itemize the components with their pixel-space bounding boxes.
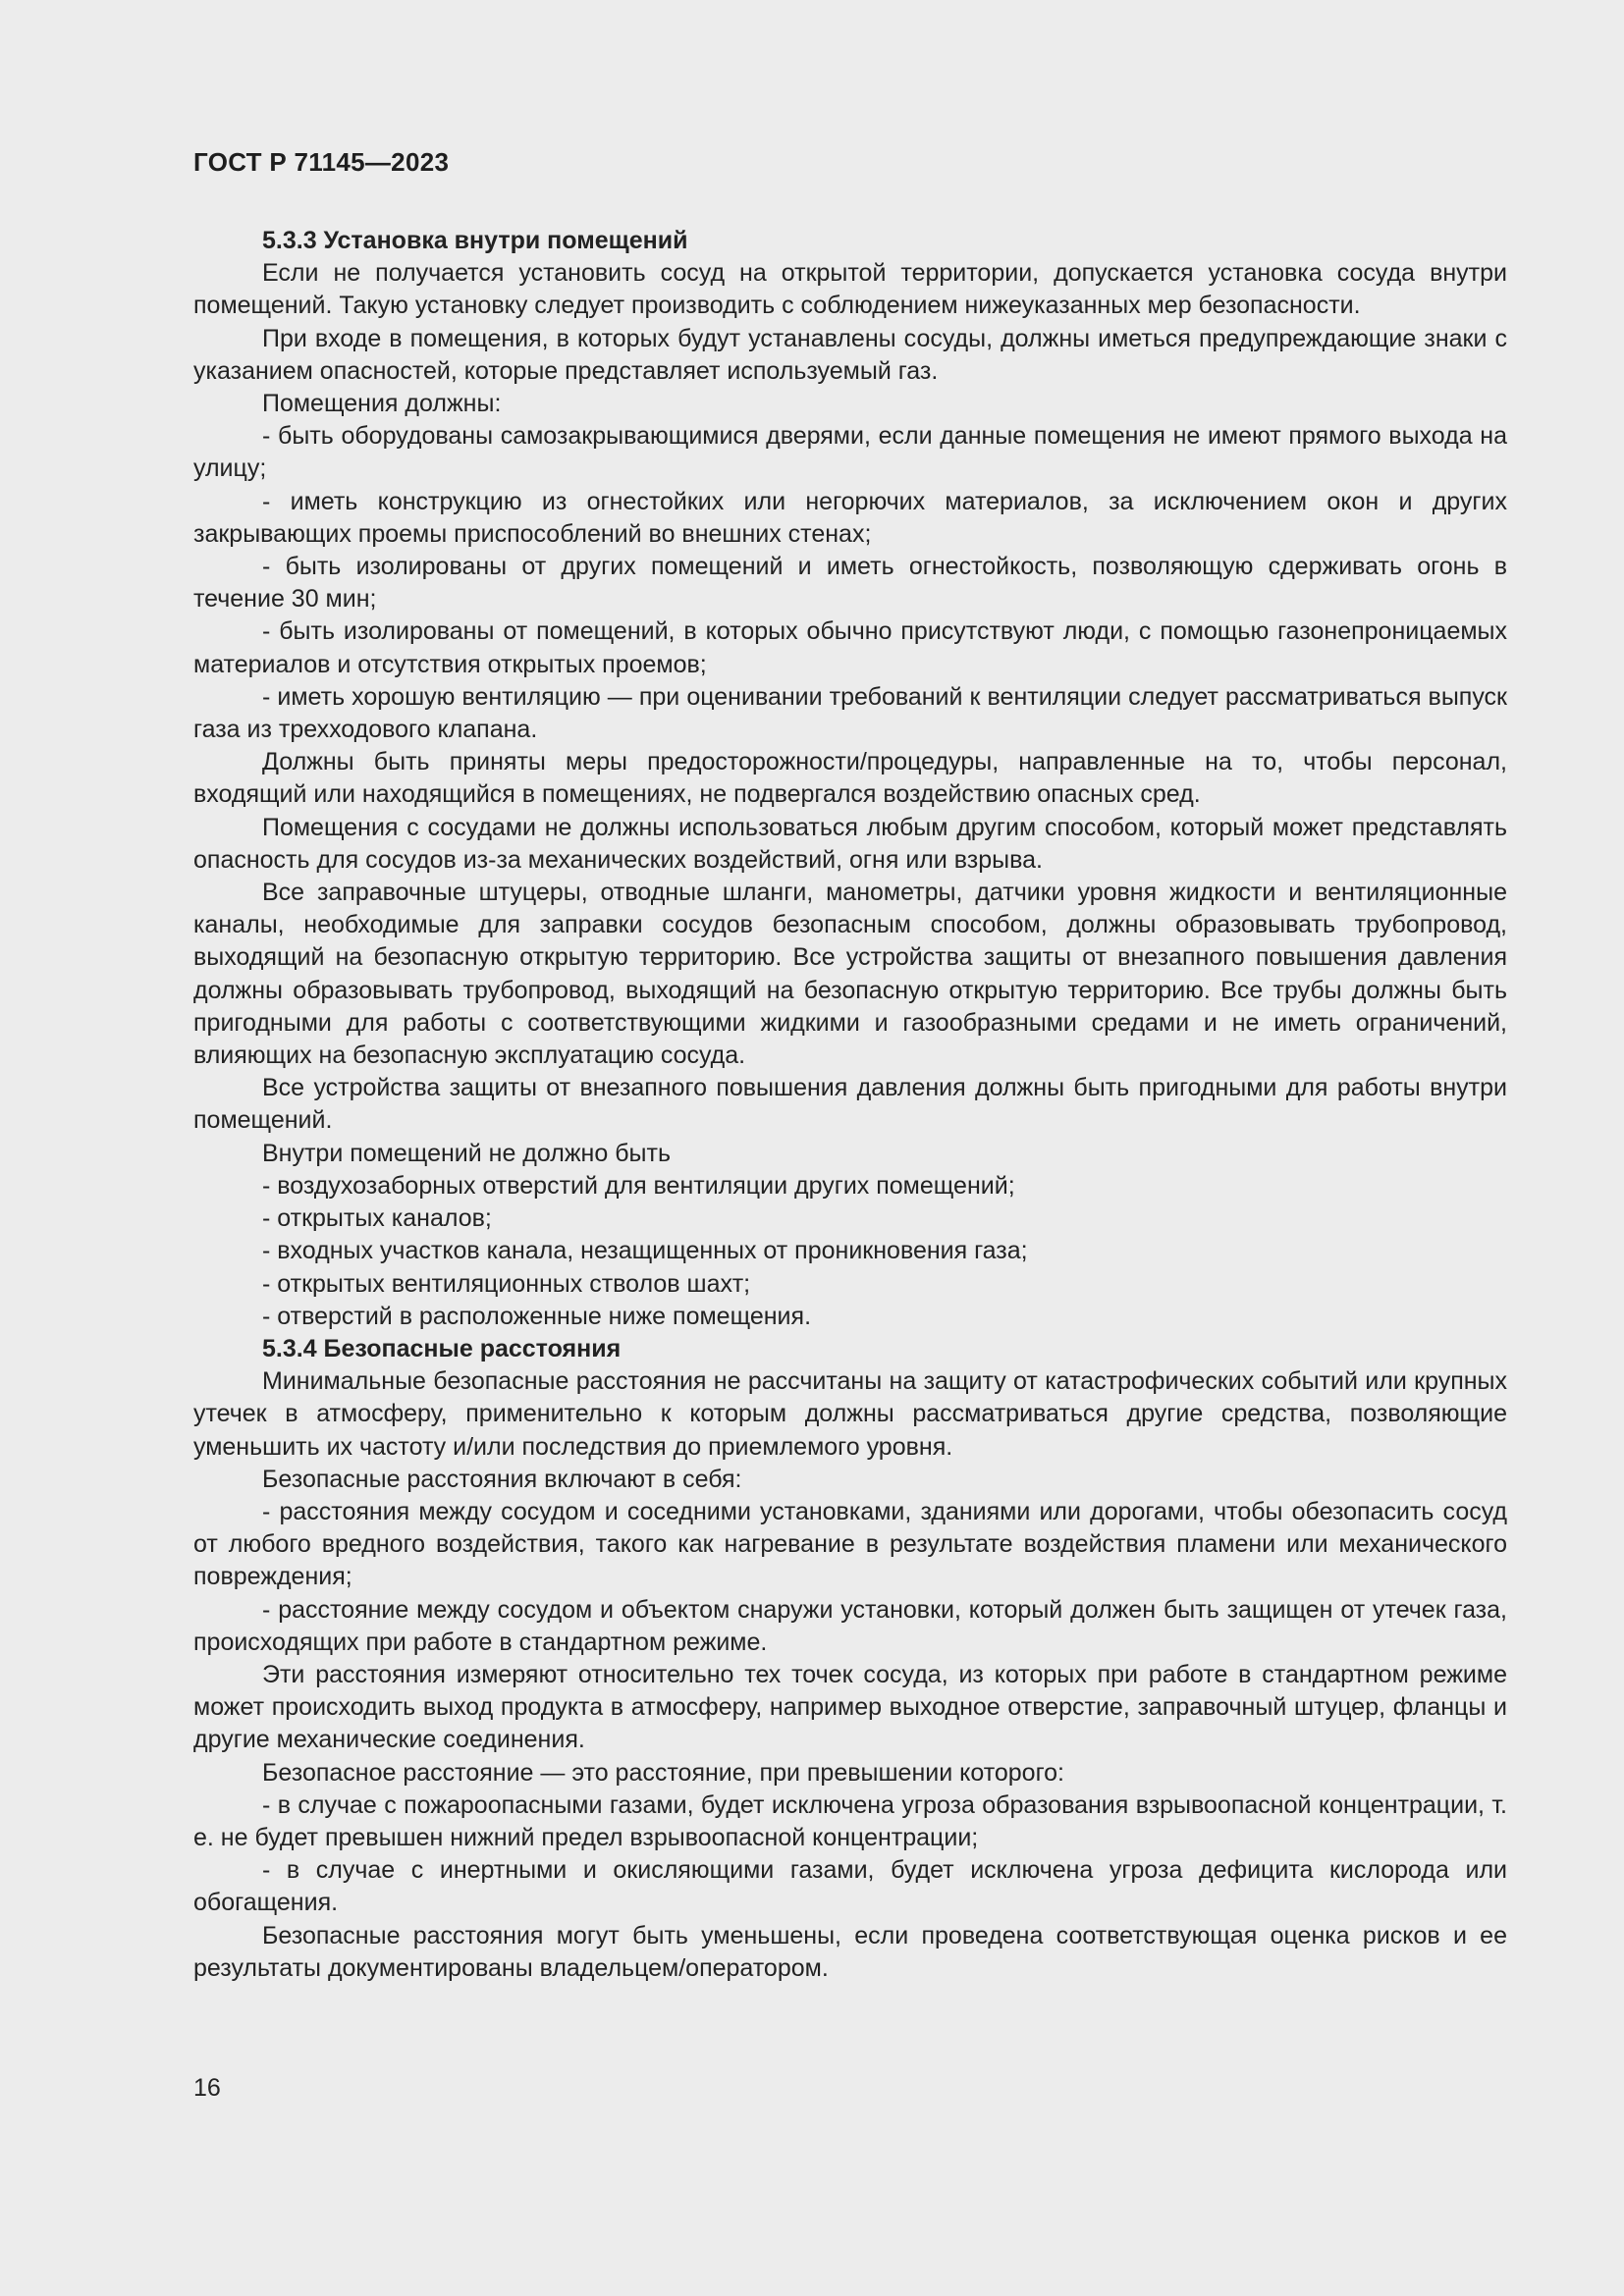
document-header: ГОСТ Р 71145—2023 bbox=[193, 147, 450, 177]
section-heading-5-3-3: 5.3.3 Установка внутри помещений bbox=[262, 227, 688, 254]
list-item: - расстояние между сосудом и объектом снаружи установки, который должен быть защищен от утечек газа, происходящих при работе в стандартном режиме. bbox=[193, 1595, 1507, 1656]
list-item: - иметь хорошую вентиляцию — при оценивании требований к вентиляции следует рассматриваться выпуск газа из трехходового клапана. bbox=[193, 682, 1507, 744]
page-number: 16 bbox=[193, 2074, 221, 2102]
section-heading-5-3-4: 5.3.4 Безопасные расстояния bbox=[262, 1334, 622, 1362]
paragraph: Минимальные безопасные расстояния не рассчитаны на защиту от катастрофических событий или крупных утечек в атмосферу, применительно к которым должны рассматриваться другие средства, позволяющие уменьшить их частоту и/или последствия до приемлемого уровня. bbox=[193, 1367, 1507, 1461]
paragraph: Все устройства защиты от внезапного повышения давления должны быть пригодными для работы внутри помещений. bbox=[193, 1074, 1507, 1135]
paragraph: Эти расстояния измеряют относительно тех точек сосуда, из которых при работе в стандартном режиме может происходить выход продукта в атмосферу, например выходное отверстие, заправочный штуцер, фланцы и другие механические соединения. bbox=[193, 1660, 1507, 1754]
list-item: - быть оборудованы самозакрывающимися дверями, если данные помещения не имеют прямого выхода на улицу; bbox=[193, 422, 1507, 483]
paragraph: Безопасные расстояния могут быть уменьшены, если проведена соответствующая оценка рисков и ее результаты документированы владельцем/оператором. bbox=[193, 1921, 1507, 1982]
list-item: - открытых вентиляционных стволов шахт; bbox=[262, 1269, 751, 1298]
list-item: - быть изолированы от помещений, в которых обычно присутствуют люди, с помощью газонепроницаемых материалов и отсутствия открытых проемов; bbox=[193, 617, 1507, 678]
list-item: - в случае с инертными и окисляющими газами, будет исключена угроза дефицита кислорода или обогащения. bbox=[193, 1856, 1507, 1917]
paragraph: При входе в помещения, в которых будут устанавлены сосуды, должны иметься предупреждающие знаки с указанием опасностей, которые представляет используемый газ. bbox=[193, 324, 1507, 385]
list-item: - отверстий в расположенные ниже помещения. bbox=[262, 1302, 812, 1330]
paragraph: Должны быть приняты меры предосторожности/процедуры, направленные на то, чтобы персонал, входящий или находящийся в помещениях, не подвергался воздействию опасных сред. bbox=[193, 748, 1507, 809]
list-item: - расстояния между сосудом и соседними установками, зданиями или дорогами, чтобы обезопасить сосуд от любого вредного воздействия, такого как нагревание в результате воздействия пламени или механического повреждения; bbox=[193, 1497, 1507, 1591]
list-item: - иметь конструкцию из огнестойких или негорючих материалов, за исключением окон и других закрывающих проемы приспособлений во внешних стенах; bbox=[193, 487, 1507, 548]
paragraph: Внутри помещений не должно быть bbox=[262, 1139, 671, 1167]
list-item: - воздухозаборных отверстий для вентиляции других помещений; bbox=[262, 1171, 1015, 1200]
paragraph: Если не получается установить сосуд на открытой территории, допускается установка сосуда внутри помещений. Такую установку следует производить с соблюдением нижеуказанных мер безопасности. bbox=[193, 259, 1507, 320]
paragraph: Безопасное расстояние — это расстояние, при превышении которого: bbox=[262, 1758, 1065, 1787]
list-item: - входных участков канала, незащищенных от проникновения газа; bbox=[262, 1237, 1028, 1265]
paragraph: Помещения с сосудами не должны использоваться любым другим способом, который может представлять опасность для сосудов из-за механических воздействий, огня или взрыва. bbox=[193, 813, 1507, 874]
list-item: - в случае с пожароопасными газами, будет исключена угроза образования взрывоопасной концентрации, т. е. не будет превышен нижний предел взрывоопасной концентрации; bbox=[193, 1790, 1507, 1851]
list-item: - открытых каналов; bbox=[262, 1204, 492, 1233]
paragraph: Помещения должны: bbox=[262, 390, 502, 418]
list-item: - быть изолированы от других помещений и иметь огнестойкость, позволяющую сдерживать огонь в течение 30 мин; bbox=[193, 553, 1507, 614]
paragraph: Безопасные расстояния включают в себя: bbox=[262, 1465, 742, 1493]
paragraph: Все заправочные штуцеры, отводные шланги, манометры, датчики уровня жидкости и вентиляционные каналы, необходимые для заправки сосудов безопасным способом, должны образовывать трубопровод, выходящий на безопасную открытую территорию. Все устройства защиты от внезапного повышения давления должны образовывать трубопровод, выходящий на безопасную открытую территорию. Все трубы должны быть пригодными для работы с соответствующими жидкими и газообразными средами и не иметь ограничений, влияющих на безопасную эксплуатацию сосуда. bbox=[193, 879, 1507, 1070]
document-body bbox=[193, 225, 1507, 1985]
